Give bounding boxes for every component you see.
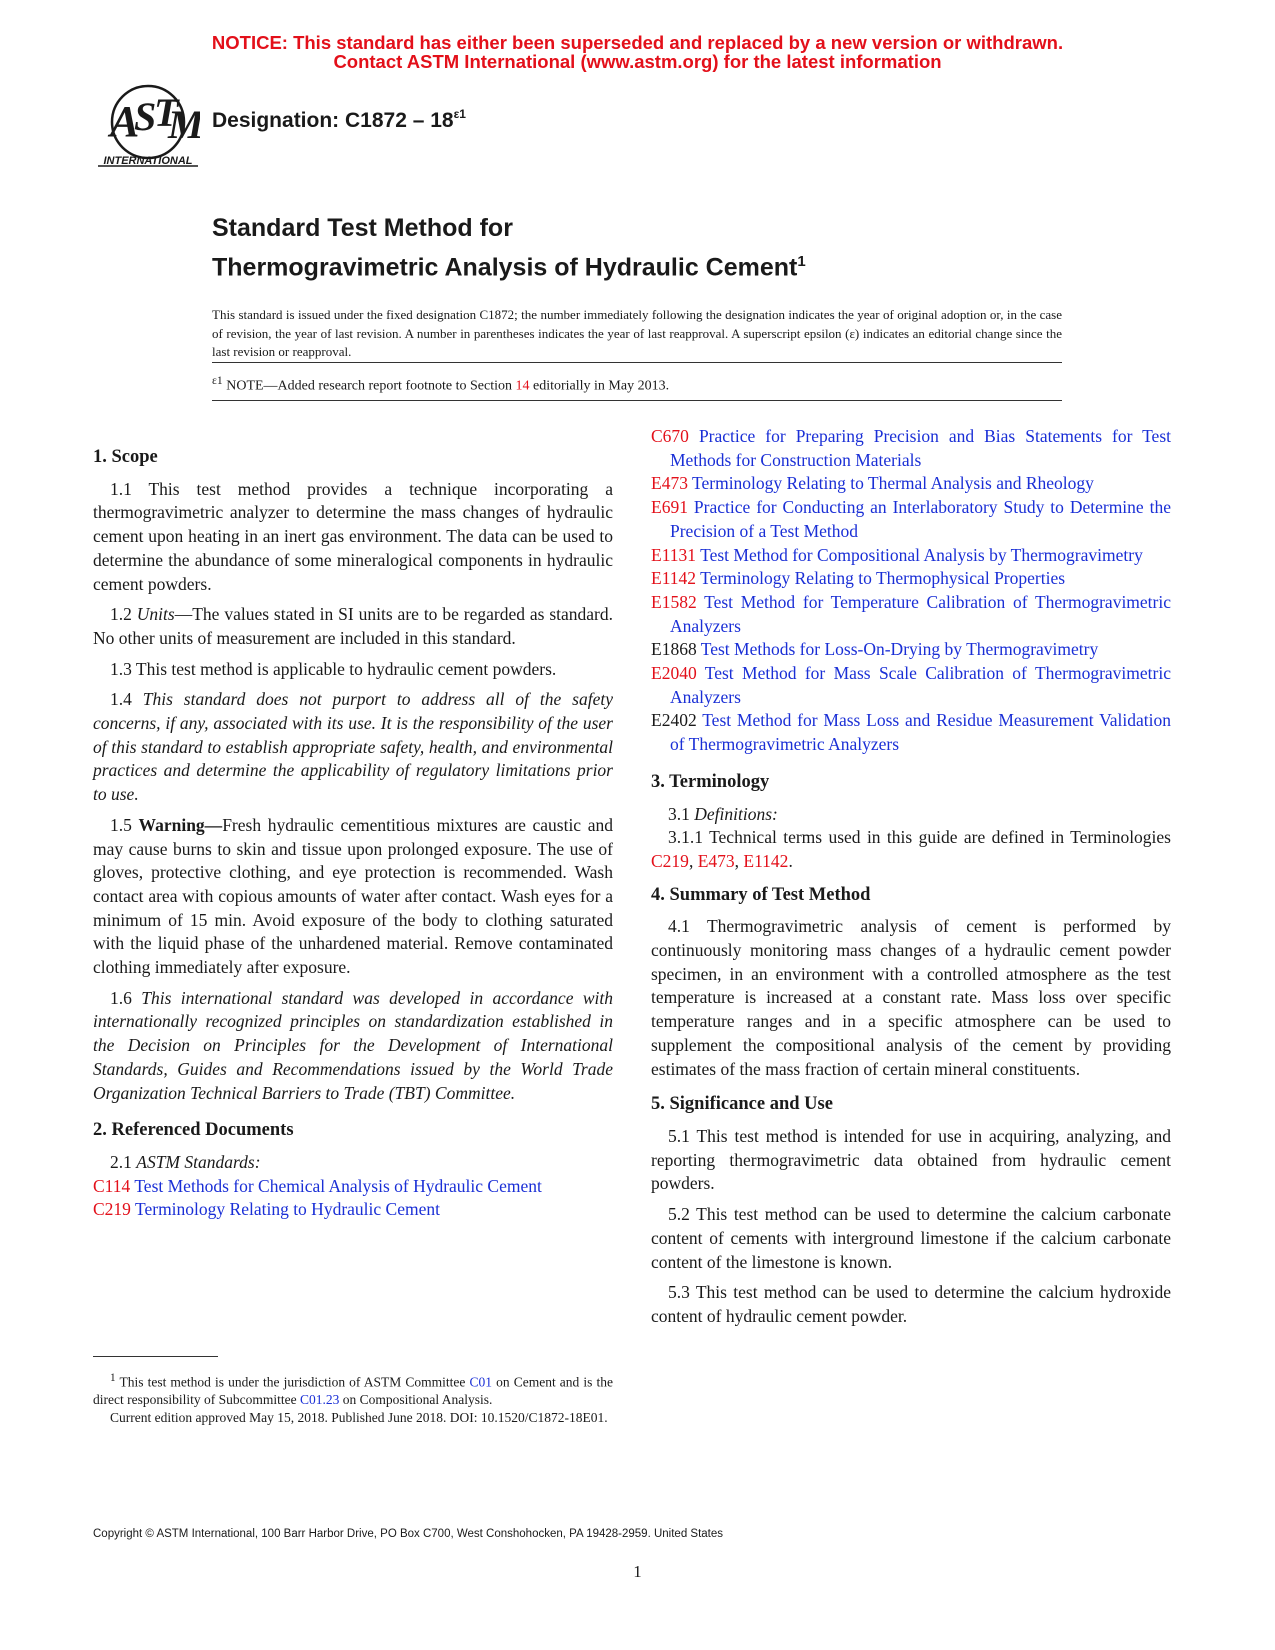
paragraph: 5.1 This test method is intended for use in acquiring, analyzing, and reporting thermogravimetric data obtained from hydraulic cement powders. bbox=[651, 1125, 1171, 1194]
term-link[interactable]: E1142 bbox=[743, 850, 789, 871]
divider bbox=[212, 362, 1062, 363]
section-link[interactable]: 14 bbox=[515, 378, 530, 394]
reference-item[interactable]: E1142 Terminology Relating to Thermophysical Properties bbox=[651, 568, 1066, 589]
title-footnote-mark: 1 bbox=[797, 253, 806, 270]
section-heading: 5. Significance and Use bbox=[651, 1094, 833, 1115]
reference-item[interactable]: C219 Terminology Relating to Hydraulic Cement bbox=[93, 1199, 440, 1220]
paragraph: 1.6 This international standard was developed in accordance with internationally recognized principles on standardization established in the Decision on Principles for the Development of International Standards, Guides and Recommendations issued by the World Trade Organization Technical Barriers to Trade (TBT) Committee. bbox=[93, 987, 614, 1103]
notice-banner bbox=[0, 33, 1275, 71]
svg-text:S: S bbox=[134, 94, 157, 139]
reference-item[interactable]: C114 Test Methods for Chemical Analysis of Hydraulic Cement bbox=[93, 1175, 542, 1196]
paragraph: 4.1 Thermogravimetric analysis of cement is performed by continuously monitoring mass changes of a hydraulic cement powder specimen, in an environment with a controlled atmosphere as the test temperature is increased at a constant rate. Mass loss over specific temperature ranges and in a specific atmosphere can be used to supplement the compositional analysis of the cement by providing estimates of the mass fraction of certain mineral constituents. bbox=[651, 916, 1171, 1079]
paragraph: 2.1 ASTM Standards: bbox=[110, 1151, 261, 1172]
reference-item[interactable]: E2040 Test Method for Mass Scale Calibration of Thermogravimetric Analyzers bbox=[651, 663, 1171, 707]
paragraph: 3.1 Definitions: bbox=[668, 803, 778, 824]
editorial-note: $^{\varepsilon 1}$ NOTE—Added research report footnote to Section 14 editorially in May 2013. bbox=[212, 374, 670, 394]
section-heading: 1. Scope bbox=[93, 447, 158, 467]
footnote-divider bbox=[93, 1356, 218, 1357]
paragraph: 1.5 Warning—Fresh hydraulic cementitious mixtures are caustic and may cause burns to skin and tissue upon prolonged exposure. The use of gloves, protective clothing, and eye protection is recommended. Wash contact area with copious amounts of water after contact. Wash eyes for a minimum of 15 min. Avoid exposure of the body to clothing saturated with the liquid phase of the unhardened material. Remove contaminated clothing immediately after exposure. bbox=[93, 814, 614, 978]
section-heading: 2. Referenced Documents bbox=[93, 1120, 294, 1141]
left-column bbox=[93, 442, 613, 1222]
page-number: 1 bbox=[633, 1562, 642, 1581]
title-line-2: Thermogravimetric Analysis of Hydraulic Cement$^1$ bbox=[212, 253, 806, 282]
subcommittee-link[interactable]: C01.23 bbox=[299, 1392, 340, 1407]
issued-statement: This standard is issued under the fixed designation C1872; the number immediately following the designation indicates the year of original adoption or, in the case of revision, the year of last revision. A number in parentheses indicates the year of last reapproval. A superscript epsilon (ε) indicates an editorial change since the last revision or reapproval. bbox=[212, 307, 1062, 359]
notice-line-2: Contact ASTM International (www.astm.org) for the latest information bbox=[333, 51, 942, 72]
reference-item[interactable]: E1131 Test Method for Compositional Analysis by Thermogravimetry bbox=[651, 544, 1143, 565]
paragraph: 1.2 Units—The values stated in SI units are to be regarded as standard. No other units of measurement are included in this standard. bbox=[93, 604, 613, 648]
copyright: Copyright © ASTM International, 100 Barr Harbor Drive, PO Box C700, West Conshohocken, PA 19428-2959. United States bbox=[93, 1528, 724, 1540]
divider bbox=[212, 400, 1062, 401]
footnote: $^1$ This test method is under the jurisdiction of ASTM Committee C01 on Cement and is the direct responsibility of Subcommittee C01.23 on Compositional Analysis. Current edition approved May 15, 2018. Published June 2018. DOI: 10.1520/C1872-18E01. bbox=[93, 1372, 613, 1425]
svg-text:T: T bbox=[154, 90, 179, 135]
section-heading: 4. Summary of Test Method bbox=[651, 884, 871, 905]
reference-item[interactable]: C670 Practice for Preparing Precision and Bias Statements for Test Methods for Construction Materials bbox=[651, 426, 1172, 470]
committee-link[interactable]: C01 bbox=[469, 1374, 492, 1390]
page-title bbox=[212, 212, 806, 284]
svg-text:M bbox=[167, 102, 200, 147]
paragraph: 5.3 This test method can be used to determine the calcium hydroxide content of hydraulic cement powder. bbox=[651, 1282, 1171, 1326]
paragraph: 1.4 This standard does not purport to address all of the safety concerns, if any, associated with its use. It is the responsibility of the user of this standard to establish appropriate safety, health, and environmental practices and determine the applicability of regulatory limitations prior to use. bbox=[93, 689, 613, 805]
section-heading: 3. Terminology bbox=[651, 771, 770, 792]
reference-item[interactable]: E1868 Test Methods for Loss-On-Drying by Thermogravimetry bbox=[651, 639, 1099, 660]
reference-item[interactable]: E473 Terminology Relating to Thermal Analysis and Rheology bbox=[651, 473, 1094, 494]
right-column bbox=[651, 425, 1171, 1336]
paragraph: 1.3 This test method is applicable to hydraulic cement powders. bbox=[110, 658, 557, 679]
logo-text: INTERNATIONAL bbox=[103, 155, 193, 167]
paragraph: 3.1.1 Technical terms used in this guide are defined in Terminologies C219, E473, E1142. bbox=[651, 827, 1171, 871]
designation: Designation: $C1872 - 18^{\varepsilon 1}$ bbox=[212, 107, 466, 132]
title-line-1: Standard Test Method for bbox=[212, 214, 513, 242]
paragraph: 1.1 This test method provides a technique incorporating a thermogravimetric analyzer to determine the mass changes of hydraulic cement upon heating in an inert gas environment. The data can be used to determine the abundance of some mineralogical components in hydraulic cement powders. bbox=[93, 478, 613, 594]
reference-item[interactable]: E1582 Test Method for Temperature Calibration of Thermogravimetric Analyzers bbox=[651, 591, 1172, 636]
svg-text:A: A bbox=[110, 97, 140, 146]
term-link[interactable]: C219 bbox=[651, 850, 689, 871]
notice-line-1: NOTICE: This standard has either been superseded and replaced by a new version or withdrawn. bbox=[211, 32, 1064, 53]
term-link[interactable]: E473 bbox=[697, 850, 735, 871]
designation-superscript: ε1 bbox=[453, 107, 466, 121]
reference-item[interactable]: E691 Practice for Conducting an Interlaboratory Study to Determine the Precision of a Test Method bbox=[651, 497, 1171, 541]
astm-logo-icon bbox=[96, 80, 200, 180]
paragraph: 5.2 This test method can be used to determine the calcium carbonate content of cements with interground limestone if the calcium carbonate content of the limestone is known. bbox=[651, 1204, 1171, 1272]
reference-item[interactable]: E2402 Test Method for Mass Loss and Residue Measurement Validation of Thermogravimetric Analyzers bbox=[651, 710, 1171, 755]
